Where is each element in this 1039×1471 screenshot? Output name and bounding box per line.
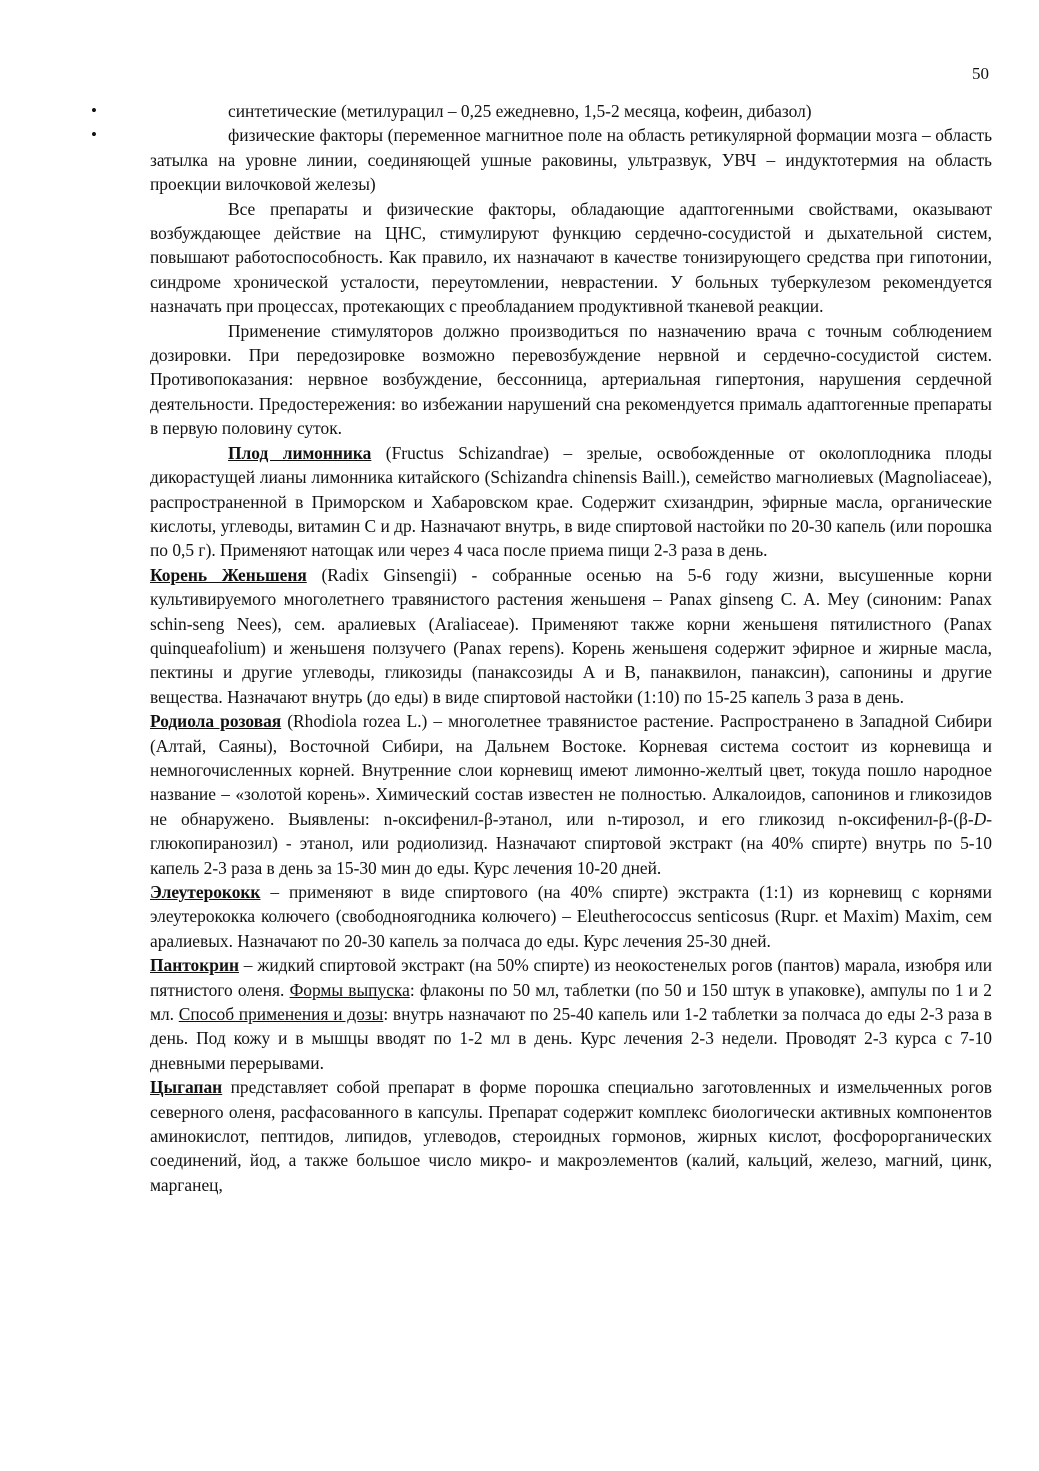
- entry-italic-text: D: [973, 808, 987, 829]
- term-heading: Родиола розовая: [150, 711, 282, 732]
- entry-text: : флаконы по 50 мл, таблетки (по 50 и 150 штук в упаковке), ампулы по 1 и 2 мл.: [150, 979, 992, 1025]
- entry-eleuthero: [150, 880, 992, 953]
- entry-text: представляет собой препарат в форме порошка специально заготовленных и измельченных рогов северного оленя, расфасованного в капсулы. Препарат содержит комплекс биологически активных компонентов аминокислот, пептидов, липидов, углеводов, стероидных гормонов, жирных кислот, фосфорорганических соединений, йод, а также большое число микро- и макроэлементов (калий, кальций, железо, магний, цинк, марганец,: [150, 1077, 992, 1195]
- entry-tsygapan: [150, 1075, 992, 1197]
- entry-ginseng: [150, 563, 992, 709]
- entry-text: (Rhodiola rozea L.) – многолетнее травянистое растение. Распространено в Западной Сибири (Алтай, Саяны), Восточной Сибири, на Дальнем Востоке. Корневая система состоит из корневища и немногочисленных корней. Внутренние слои корневищ имеют лимонно-желтый цвет, токуда пошло народное название – «золотой корень». Химический состав известен не полностью. Алкалоидов, сапонинов и гликозидов не обнаружено. Выявлены: n-оксифенил-β-этанол, или n-тирозол, и его гликозид n-оксифенил-β-(β-: [150, 711, 992, 829]
- entry-text: -глюкопиранозил) - этанол, или родиолизид. Назначают спиртовой экстракт (на 40% спирте) внутрь по 5-10 капель 2-3 раза в день за 15-30 мин до еды. Курс лечения 10-20 дней.: [150, 808, 992, 878]
- forms-label: Формы выпуска: [289, 979, 410, 1000]
- term-heading: Цыгапан: [150, 1077, 223, 1098]
- entry-text: (Fructus Schizandrae) – зрелые, освобожденные от околоплодника плоды дикорастущей лианы лимонника китайского (Schizandra chinensis Baill.), семейство магнолиевых (Magnoliaceae), распространенной в Приморском и Хабаровском крае. Содержит схизандрин, эфирные масла, органические кислоты, углеводы, витамин С и др. Назначают внутрь, в виде спиртовой настойки по 20-30 капель (или порошка по 0,5 г). Применяют натощак или через 4 часа после приема пищи 2-3 раза в день.: [150, 442, 992, 561]
- bullet-item-synthetic: [91, 99, 992, 123]
- term-heading: Корень Женьшеня: [150, 564, 307, 585]
- entry-rhodiola: [150, 709, 992, 880]
- dosage-label: Способ применения и дозы: [178, 1004, 384, 1025]
- bullet-text: физические факторы (переменное магнитное поле на область ретикулярной формации мозга – область затылка на уровне линии, соединяющей ушные раковины, ультразвук, УВЧ – индуктотермия на область проекции вилочковой железы): [150, 125, 992, 195]
- page-number: 50: [972, 64, 989, 83]
- term-heading: Пантокрин: [150, 955, 239, 976]
- entry-text: – жидкий спиртовой экстракт (на 50% спирте) из неокостенелых рогов (пантов) марала, изюбря или пятнистого оленя.: [150, 955, 992, 1000]
- bullet-text: синтетические (метилурацил – 0,25 ежедневно, 1,5-2 месяца, кофеин, дибазол): [228, 101, 812, 121]
- paragraph-adaptogens: Все препараты и физические факторы, обладающие адаптогенными свойствами, оказывают возбуждающее действие на ЦНС, стимулируют функцию сердечно-сосудистой и дыхательной систем, повышают работоспособность. Как правило, их назначают в качестве тонизирующего средства при гипотонии, синдроме хронической усталости, переутомлении, неврастении. У больных туберкулезом рекомендуется назначать при процессах, протекающих с преобладанием продуктивной тканевой реакции.: [150, 198, 992, 317]
- term-heading: Элеутерококк: [150, 882, 261, 902]
- bullet-item-physical: [91, 123, 992, 196]
- entry-schisandra: [150, 441, 992, 563]
- paragraph-stimulants: Применение стимуляторов должно производиться по назначению врача с точным соблюдением дозировки. При передозировке возможно перевозбуждение нервной и сердечно-сосудистой систем. Противопоказания: нервное возбуждение, бессонница, артериальная гипертония, нарушения сердечной деятельности. Предостережения: во избежании нарушений сна рекомендуется прималь адаптогенные препараты в первую половину суток.: [150, 320, 992, 439]
- bullet-icon: •: [91, 125, 97, 145]
- document-body: [91, 99, 992, 1197]
- entry-text: (Radix Ginsengii) - собранные осенью на 5-6 году жизни, высушенные корни культивируемого многолетнего травянистого растения женьшеня – Panax ginseng C. A. Mey (синоним: Panax schin-seng Nees), сем. аралиевых (Araliaceae). Применяют также корни женьшеня пятилистного (Panax quinqueafolium) и женьшеня ползучего (Panax repens). Корень женьшеня содержит эфирное и жирные масла, пектины и другие углеводы, гликозиды (панаксозиды А и В, панаквилон, панаксин), сапонины и другие вещества. Назначают внутрь (до еды) в виде спиртовой настойки (1:10) по 15-25 капель 3 раза в день.: [150, 564, 992, 707]
- entry-text: – применяют в виде спиртового (на 40% спирте) экстракта (1:1) из корневищ с корнями элеутерококка колючего (свободноягодника колючего) – Eleutherococcus senticosus (Rupr. et Maxim) Maxim, сем аралиевых. Назначают по 20-30 капель за полчаса до еды. Курс лечения 25-30 дней.: [150, 882, 992, 951]
- term-heading: Плод лимонника: [228, 442, 372, 463]
- bullet-icon: •: [91, 101, 97, 120]
- entry-text: : внутрь назначают по 25-40 капель или 1-2 таблетки за полчаса до еды 2-3 раза в день. Под кожу и в мышцы вводят по 1-2 мл в день. Курс лечения 2-3 недели. Проводят 2-3 курса с 7-10 дневными перерывами.: [150, 1004, 992, 1073]
- entry-pantocrin: [150, 953, 992, 1075]
